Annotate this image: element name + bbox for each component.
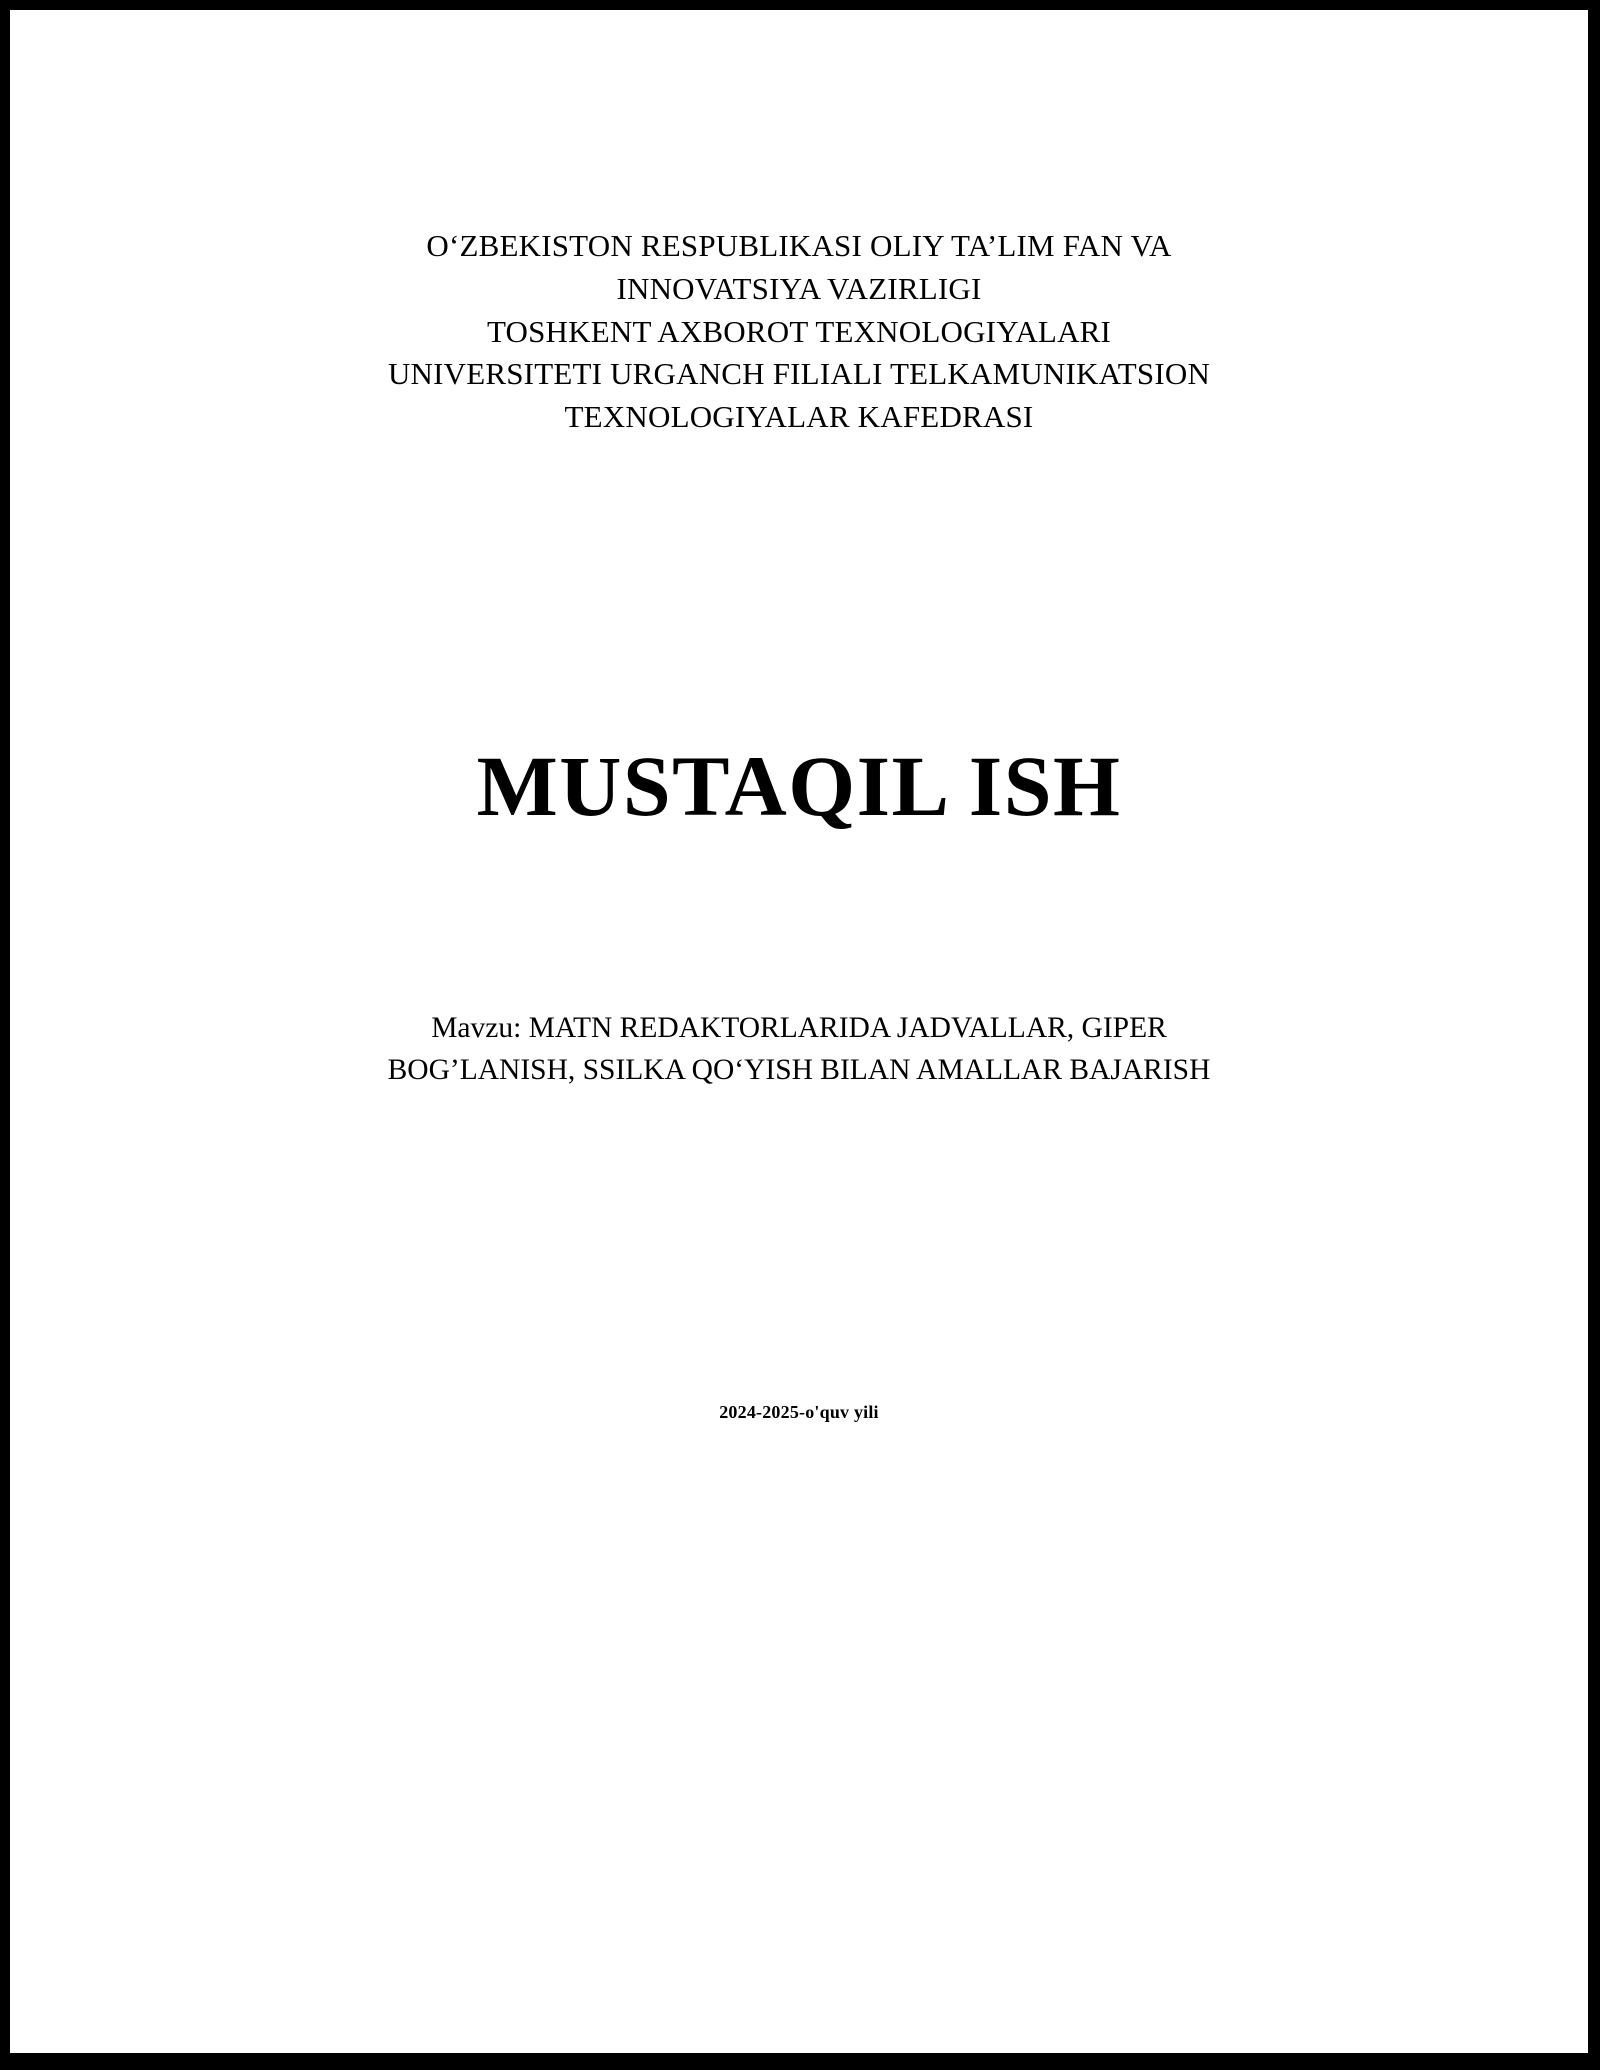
spacer-above-title — [130, 439, 1468, 739]
organization-line-2: INNOVATSIYA VAZIRLIGI — [616, 270, 982, 306]
organization-line-4: UNIVERSITETI URGANCH FILIALI TELKAMUNIKATSION — [387, 356, 1211, 392]
spacer-above-year — [130, 1092, 1468, 1402]
academic-year-label: 2024-2025-o'quv yili — [719, 1402, 879, 1423]
page-frame — [10, 10, 1588, 2056]
organization-line-5: TEXNOLOGIYALAR KAFEDRASI — [564, 399, 1034, 435]
spacer-below-title — [130, 833, 1468, 1008]
page-title: MUSTAQIL ISH — [476, 737, 1122, 834]
document-page — [10, 10, 1588, 2053]
subject-heading — [130, 1008, 1468, 1092]
subject-line-2: BOG’LANISH, SSILKA QO‘YISH BILAN AMALLAR BAJARISH — [387, 1054, 1211, 1087]
organization-heading — [130, 225, 1468, 439]
organization-line-3: TOSHKENT AXBOROT TEXNOLOGIYALARI — [486, 313, 1112, 349]
organization-line-1: O‘ZBEKISTON RESPUBLIKASI OLIY TA’LIM FAN VA — [426, 228, 1172, 263]
subject-line-1: Mavzu: MATN REDAKTORLARIDA JADVALLAR, GIPER — [431, 1012, 1167, 1045]
title-page-content — [10, 10, 1588, 2053]
